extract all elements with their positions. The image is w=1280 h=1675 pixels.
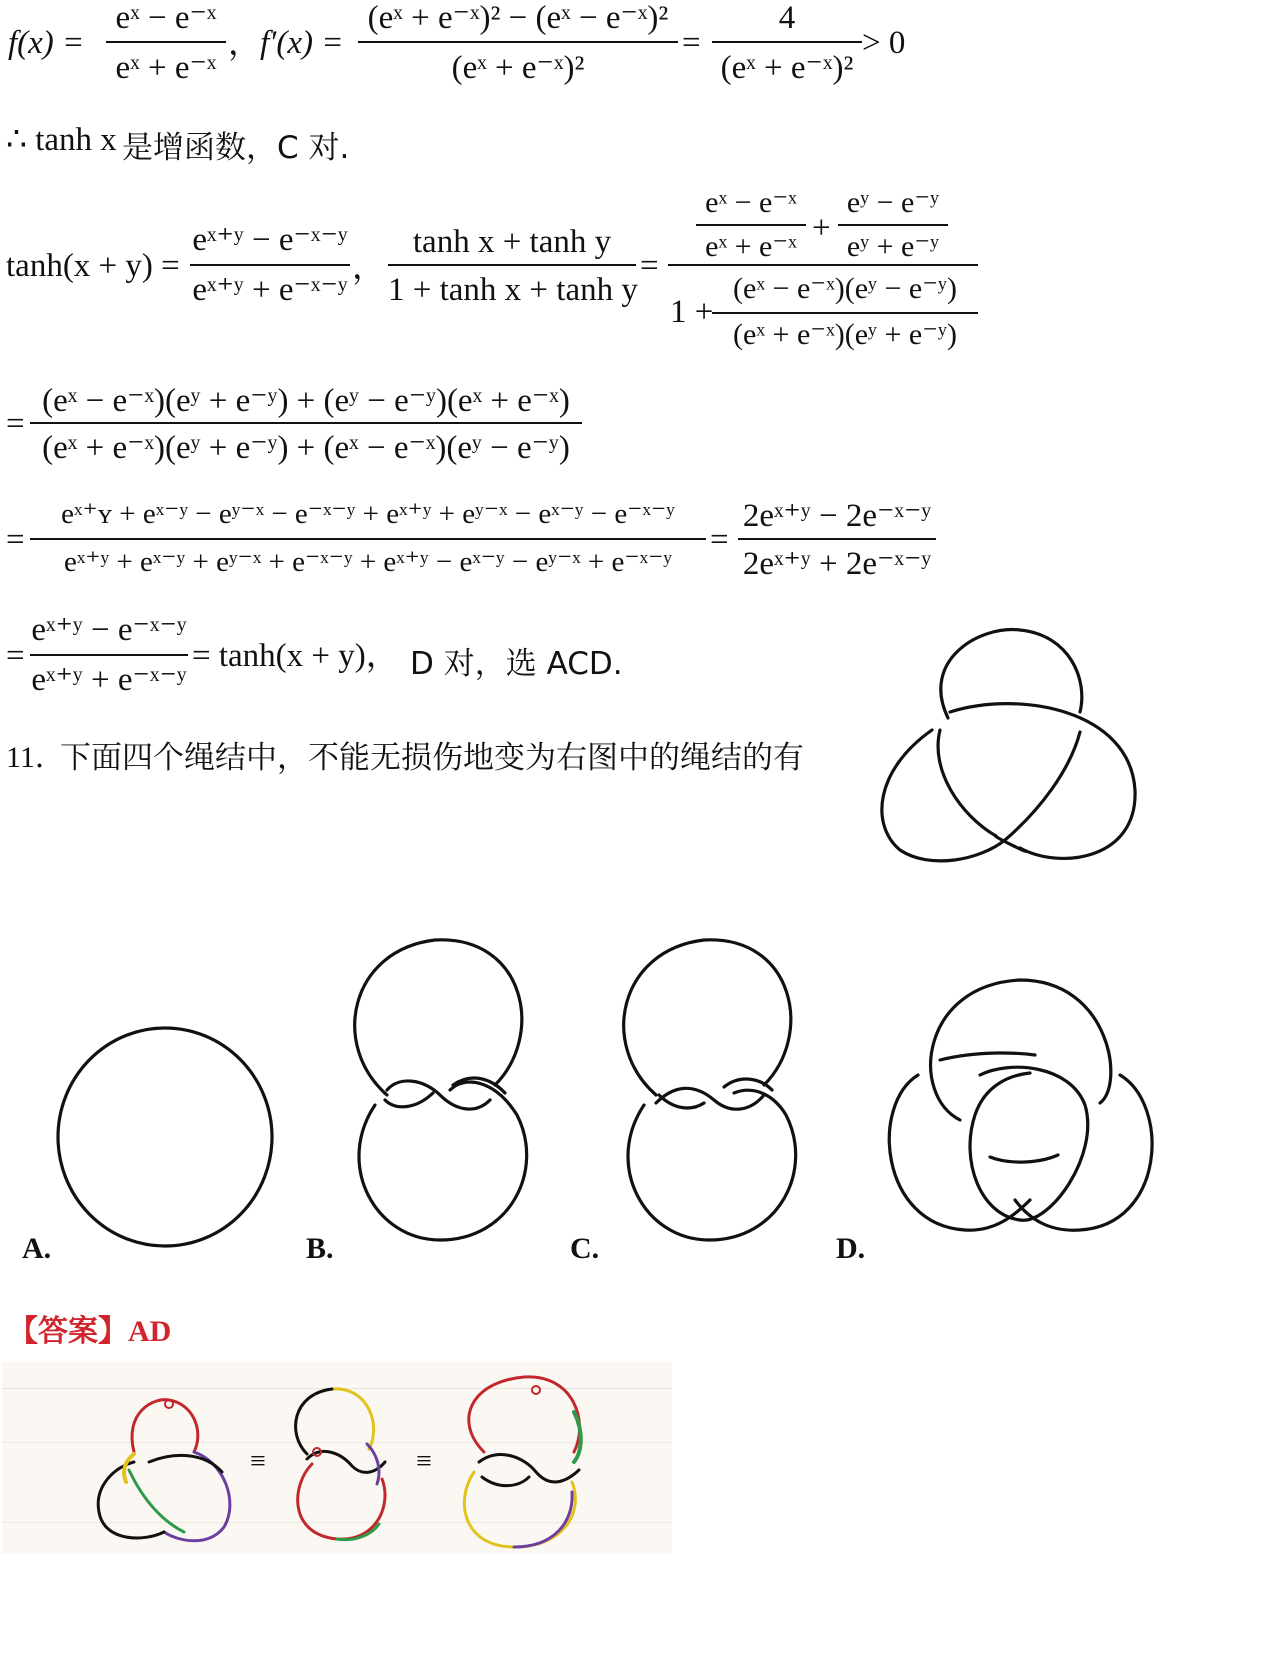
simplified-numerator: 2eˣ⁺ʸ − 2e⁻ˣ⁻ʸ xyxy=(742,498,932,534)
equals-sign: = xyxy=(6,638,25,674)
conclusion-text: 是增函数，C 对. xyxy=(122,130,350,166)
sketch-middle-knot xyxy=(287,1384,397,1549)
complex-c-denominator: (eˣ + e⁻ˣ)(eʸ + e⁻ʸ) xyxy=(733,318,957,351)
plus-sign: + xyxy=(812,210,831,246)
sketch-trefoil xyxy=(94,1392,244,1552)
final-conclusion: D 对，选 ACD. xyxy=(410,646,623,682)
option-a-label: A. xyxy=(22,1232,52,1265)
tanh-identity-numerator: tanh x + tanh y xyxy=(412,224,612,260)
formula-result-numerator: 4 xyxy=(778,0,796,36)
option-d-knot xyxy=(880,975,1165,1250)
greater-than-zero: > 0 xyxy=(862,25,906,61)
answer-bracket-label: 【答案】 xyxy=(8,1314,128,1349)
expanded-numerator: (eˣ − e⁻ˣ)(eʸ + e⁻ʸ) + (eʸ − e⁻ʸ)(eˣ + e⁻ˣ) xyxy=(42,383,570,419)
fraction-bar xyxy=(190,264,350,266)
formula-fx-label: f(x) = xyxy=(8,25,85,61)
complex-a-numerator: eˣ − e⁻ˣ xyxy=(705,186,797,219)
reference-trefoil-knot xyxy=(870,620,1150,880)
option-a-unknot xyxy=(55,1025,275,1250)
equivalence-symbol-2: ≡ xyxy=(416,1446,432,1477)
option-b-knot xyxy=(345,935,540,1245)
fraction-bar xyxy=(388,264,636,266)
fraction-bar xyxy=(30,538,706,540)
formula-fx-numerator: eˣ − e⁻ˣ xyxy=(115,0,217,36)
option-b-label: B. xyxy=(306,1232,334,1265)
equals-sign: = xyxy=(682,25,701,61)
question-number: 11． xyxy=(6,741,65,774)
expanded-denominator: (eˣ + e⁻ˣ)(eʸ + e⁻ʸ) + (eˣ − e⁻ˣ)(eʸ − e⁻ʸ) xyxy=(42,430,570,466)
option-c-knot xyxy=(614,935,809,1245)
fraction-bar xyxy=(106,41,226,43)
tanh-sum-label: tanh(x + y) = xyxy=(6,248,180,284)
main-fraction-bar xyxy=(668,264,978,266)
sketch-panel xyxy=(2,1362,672,1554)
formula-derivative-denominator: (eˣ + e⁻ˣ)² xyxy=(451,50,585,86)
formula-derivative-label: f′(x) = xyxy=(260,25,344,61)
separator-comma: ， xyxy=(352,250,385,286)
option-d-label: D. xyxy=(836,1232,866,1265)
simplified-denominator: 2eˣ⁺ʸ + 2e⁻ˣ⁻ʸ xyxy=(742,546,932,582)
answer-value: AD xyxy=(128,1315,172,1348)
option-c-label: C. xyxy=(570,1232,600,1265)
formula-fx-denominator: eˣ + e⁻ˣ xyxy=(115,50,217,86)
equals-sign: = xyxy=(640,248,659,284)
formula-derivative-numerator: (eˣ + e⁻ˣ)² − (eˣ − e⁻ˣ)² xyxy=(367,0,669,36)
question-text: 下面四个绳结中，不能无损伤地变为右图中的绳结的有 xyxy=(60,740,804,776)
complex-b-denominator: eʸ + e⁻ʸ xyxy=(846,230,940,263)
fraction-bar xyxy=(738,538,936,540)
full-expansion-denominator: eˣ⁺ʸ + eˣ⁻ʸ + eʸ⁻ˣ + e⁻ˣ⁻ʸ + eˣ⁺ʸ − eˣ⁻ʸ − eʸ⁻ˣ + e⁻ˣ⁻ʸ xyxy=(64,546,672,578)
answer-line xyxy=(8,1306,171,1350)
formula-result-denominator: (eˣ + e⁻ˣ)² xyxy=(720,50,854,86)
sketch-right-knot xyxy=(454,1372,594,1552)
final-denominator: eˣ⁺ʸ + e⁻ˣ⁻ʸ xyxy=(31,662,187,698)
final-numerator: eˣ⁺ʸ − e⁻ˣ⁻ʸ xyxy=(31,612,187,648)
complex-c-numerator: (eˣ − e⁻ˣ)(eʸ − e⁻ʸ) xyxy=(733,272,957,305)
fraction-bar xyxy=(696,224,806,226)
tanh-sum-denominator: eˣ⁺ʸ + e⁻ˣ⁻ʸ xyxy=(192,272,348,308)
equals-sign: = xyxy=(6,406,25,442)
separator-comma: ， xyxy=(228,26,261,62)
one-plus: 1 + xyxy=(670,294,714,330)
complex-b-numerator: eʸ − e⁻ʸ xyxy=(846,186,940,219)
full-expansion-numerator: eˣ⁺ʏ + eˣ⁻ʸ − eʸ⁻ˣ − e⁻ˣ⁻ʸ + eˣ⁺ʸ + eʸ⁻ˣ − eˣ⁻ʸ − e⁻ˣ⁻ʸ xyxy=(61,498,675,530)
fraction-bar xyxy=(30,654,188,656)
equivalence-symbol-1: ≡ xyxy=(250,1446,266,1477)
fraction-bar xyxy=(358,41,678,43)
complex-a-denominator: eˣ + e⁻ˣ xyxy=(705,230,797,263)
fraction-bar xyxy=(838,224,948,226)
tanh-sum-numerator: eˣ⁺ʸ − e⁻ˣ⁻ʸ xyxy=(192,222,348,258)
equals-sign: = xyxy=(6,522,25,558)
conclusion-math: ∴ tanh x xyxy=(6,122,117,158)
fraction-bar xyxy=(712,312,978,314)
fraction-bar xyxy=(712,41,862,43)
fraction-bar xyxy=(30,422,582,424)
final-result: = tanh(x + y)， xyxy=(192,638,399,674)
tanh-identity-denominator: 1 + tanh x + tanh y xyxy=(388,272,638,308)
equals-sign: = xyxy=(710,522,729,558)
